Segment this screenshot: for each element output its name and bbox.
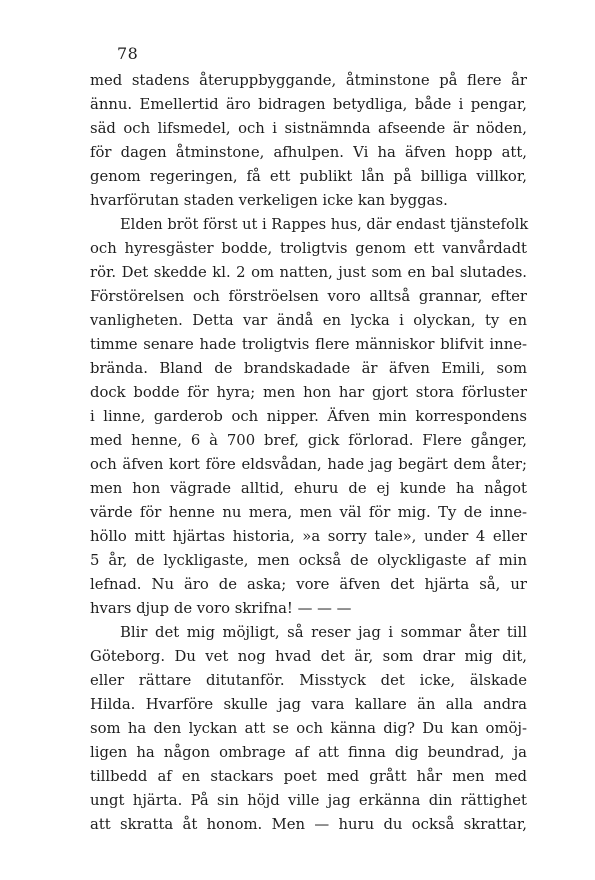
text-line: rör. Det skedde kl. 2 om natten, just som en bal slutades. [90,264,527,281]
text-line: säd och lifsmedel, och i sistnämnda afseende är nöden, [90,120,527,137]
text-line: Hilda. Hvarföre skulle jag vara kallare än alla andra [90,696,527,713]
text-line: hvars djup de voro skrifna! — — — [90,600,352,617]
text-line: eller rättare ditutanför. Misstyck det icke, älskade [90,672,527,689]
text-line: Förstörelsen och förströelsen voro alltså grannar, efter [90,288,527,305]
text-line: 5 år, de lyckligaste, men också de olyckligaste af min [90,552,527,569]
text-line: vanligheten. Detta var ändå en lycka i olyckan, ty en [90,312,527,329]
text-line: som ha den lyckan att se och känna dig? Du kan omöj- [90,720,527,737]
text-line: ligen ha någon ombrage af att finna dig beundrad, ja [90,744,527,761]
text-line: dock bodde för hyra; men hon har gjort stora förluster [90,384,527,401]
page-number: 78 [117,44,139,63]
text-line: tillbedd af en stackars poet med grått hår men med [90,768,527,785]
text-line: Elden bröt först ut i Rappes hus, där endast tjänstefolk [120,216,529,233]
text-line: för dagen åtminstone, afhulpen. Vi ha äfven hopp att, [90,144,527,161]
text-line: att skratta åt honom. Men — huru du också skrattar, [90,816,527,833]
text-line: men hon vägrade alltid, ehuru de ej kunde ha något [90,480,527,497]
text-line: brända. Bland de brandskadade är äfven Emili, som [90,360,527,377]
body-text [90,69,527,837]
text-line: i linne, garderob och nipper. Äfven min korrespondens [90,408,527,425]
text-line: genom regeringen, få ett publikt lån på billiga villkor, [90,168,527,185]
text-line: hvarförutan staden verkeligen icke kan byggas. [90,192,448,209]
text-line: ungt hjärta. På sin höjd ville jag erkänna din rättighet [90,792,527,809]
text-line: och hyresgäster bodde, troligtvis genom ett vanvårdadt [90,240,527,257]
text-line: Blir det mig möjligt, så reser jag i sommar åter till [120,624,527,641]
text-line: och äfven kort före eldsvådan, hade jag begärt dem åter; [90,456,527,473]
text-line: med stadens återuppbyggande, åtminstone på flere år [90,72,527,89]
text-line: med henne, 6 à 700 bref, gick förlorad. Flere gånger, [90,432,527,449]
text-line: Göteborg. Du vet nog hvad det är, som drar mig dit, [90,648,527,665]
text-line: ännu. Emellertid äro bidragen betydliga, både i pengar, [90,96,527,113]
text-line: timme senare hade troligtvis flere människor blifvit inne- [90,336,527,353]
text-line: värde för henne nu mera, men väl för mig. Ty de inne- [90,504,527,521]
text-line: höllo mitt hjärtas historia, »a sorry tale», under 4 eller [90,528,527,545]
text-line: lefnad. Nu äro de aska; vore äfven det hjärta så, ur [90,576,527,593]
